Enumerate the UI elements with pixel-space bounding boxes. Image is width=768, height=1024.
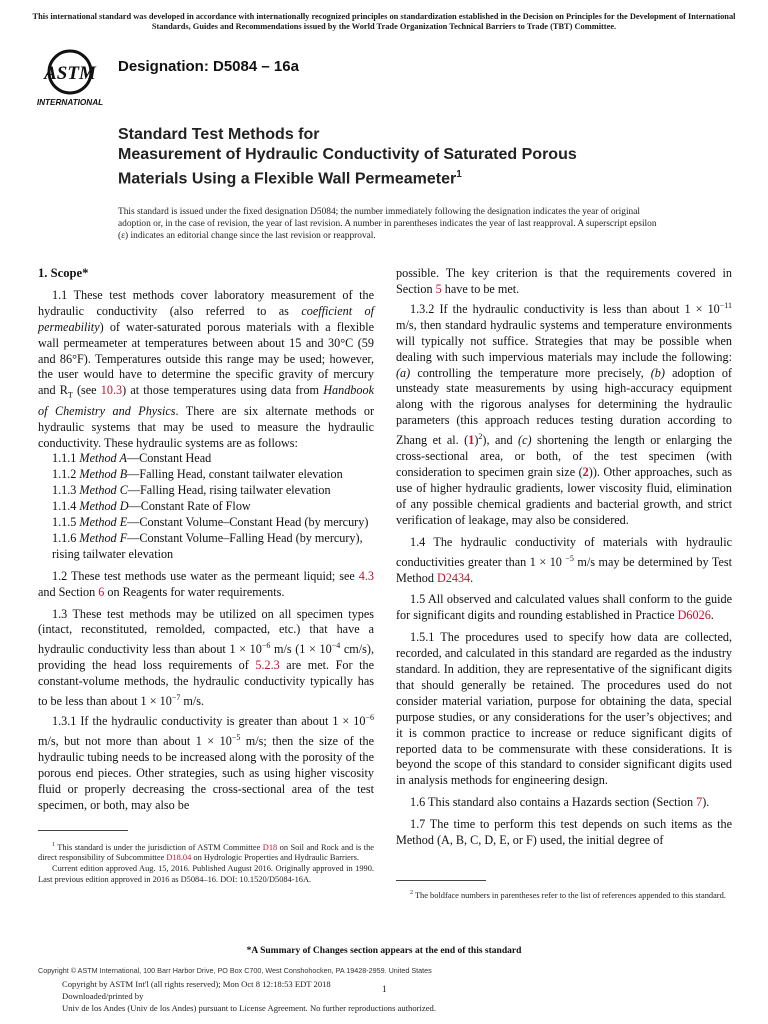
footnote-mark: 2	[410, 890, 413, 896]
issuance-notice: This standard is issued under the fixed designation D5084; the number immediately following the designation indicates the year of original adoption or, in the case of revision, the year of last revision. A number in parentheses indicates the year of last reapproval. A superscript epsilon (ε) indicates an editorial change since the last revision or reapproval.	[118, 207, 657, 241]
link-test-method-d2434[interactable]: D2434	[436, 570, 471, 585]
astm-logo-mark	[34, 48, 112, 110]
text: 1.2 These test methods use water as the permeant liquid; see	[52, 568, 359, 583]
methods-list	[38, 451, 374, 562]
method-num: 1.1.6	[52, 530, 80, 545]
method-name: Method E	[79, 515, 128, 530]
text: m/s; then the size of the hydraulic tubing needs to be increased along with the porosity of the porous end pieces. Other strategies, such as using higher viscosity fluid or properly decreasing the cross-sectional area of the test specimen, or both, may also be	[38, 734, 374, 812]
text: ), and	[482, 433, 519, 448]
text: m/s, then standard hydraulic systems and temperature environments will typically not suffice. Strategies that may be possible when dealing with such impervious materials may include the following:	[396, 317, 732, 364]
tbt-notice: This international standard was developed in accordance with internationally recognized principles on standardization established in the Decision on Principles for the Development of International Standards, Guides and Recommendations issued by the World Trade Organization Technical Barriers to Trade (TBT) Committee.	[32, 12, 736, 31]
exponent: −6	[365, 713, 374, 723]
method-item	[38, 531, 374, 563]
text: The boldface numbers in parentheses refer to the list of references appended to this standard.	[413, 890, 726, 900]
method-name: Method F	[79, 530, 128, 545]
paragraph-1-5-1: 1.5.1 The procedures used to specify how data are collected, recorded, and calculated in this standard are regarded as the industry standard. In addition, they are representative of the significant digits that should generally be retained. The procedures used do not consider material variation, purpose for obtaining the data, special purpose studies, or any considerations for the user’s objectives; and it is common practice to increase or reduce significant digits of reported data to be commensurate with these considerations. It is beyond the scope of this standard to consider significant digits used in analysis methods for engineering design.	[396, 630, 732, 788]
footnote-rule	[396, 880, 486, 881]
link-ref-4-3[interactable]: 4.3	[358, 568, 374, 583]
title-line-1: Standard Test Methods for	[118, 126, 320, 143]
exponent: −5	[565, 553, 574, 563]
paragraph-1-3	[38, 607, 374, 711]
text: on Hydrologic Properties and Hydraulic Barriers.	[191, 853, 360, 863]
paragraph-1-3-1	[38, 710, 374, 814]
title-line-3: Materials Using a Flexible Wall Permeameter	[118, 170, 457, 188]
subscript: T	[67, 390, 73, 400]
link-committee-d18[interactable]: D18	[262, 842, 278, 852]
method-num: 1.1.5	[52, 515, 80, 530]
text: )	[474, 433, 479, 448]
footnote-mark: 1	[52, 842, 55, 848]
text: ).	[702, 795, 710, 810]
text: have to be met.	[441, 281, 520, 296]
text: 1.3 These test methods may be utilized on all specimen types (intact, reconstituted, remolded, compacted, etc.) that have a hydraulic conductivity less than about 1 × 10	[38, 606, 374, 657]
text: . There are six alternate methods or hydraulic systems that may be used to measure the hydraulic conductivity. These hydraulic systems are as follows:	[38, 403, 374, 450]
astm-logo	[34, 48, 112, 110]
licence-line-3: Univ de los Andes (Univ de los Andes) pursuant to License Agreement. No further reproductions authorized.	[62, 1003, 436, 1013]
text: cm/s), providing the head loss requirements of	[38, 642, 374, 673]
section-heading-scope: 1. Scope*	[38, 266, 89, 280]
link-ref-5-2-3[interactable]: 5.2.3	[255, 658, 280, 673]
footnote-rule	[38, 830, 128, 831]
footnote-1	[38, 840, 374, 885]
licence-notice	[62, 978, 436, 1014]
svg-text:ASTM: ASTM	[44, 63, 96, 84]
method-item	[38, 499, 374, 515]
method-desc: —Falling Head, rising tailwater elevation	[127, 483, 331, 498]
paragraph-continuation	[396, 266, 732, 298]
paragraph-1-3-2	[396, 298, 732, 529]
link-subcommittee-d18-04[interactable]: D18.04	[166, 853, 192, 863]
text: )). Other approaches, such as use of higher hydraulic gradients, lower viscosity fluid, elimination of any possible chemical gradients and bacterial growth, and strict verification of leakage, may also be considered.	[396, 465, 732, 527]
text: and Section	[38, 584, 99, 599]
text: shortening the length or enlarging the cross-sectional area, or both, of the test specimen (with consideration to specimen grain size (	[396, 433, 732, 479]
text: 1.1 These test methods cover laboratory measurement of the hydraulic conductivity (also referred to as	[38, 287, 374, 318]
text: adoption of unsteady state measurements by using high-accuracy equipment along with the rigorous analyses for determining the hydraulic parameters (this approach reduces testing duration according to Zhang et al. (	[396, 365, 732, 448]
designation-label: Designation: D5084	[118, 58, 258, 75]
text: This standard is under the jurisdiction of ASTM Committee	[55, 842, 263, 852]
italic-marker: (a)	[396, 365, 411, 380]
method-num: 1.1.1	[52, 451, 80, 466]
designation	[118, 58, 299, 75]
logo-text: INTERNATIONAL	[36, 98, 104, 107]
link-ref-10-3[interactable]: 10.3	[100, 383, 123, 398]
exponent: −4	[331, 641, 341, 651]
method-desc: —Constant Volume–Constant Head (by mercury)	[127, 515, 369, 530]
text: ) of water-saturated porous materials with a flexible wall permeameter at temperatures between about 15 and 30°C (59 and 86°F). Temperatures outside this range may be used; however, the user would have to determine the specific gravity of mercury and R	[38, 319, 374, 398]
italic-marker: (b)	[650, 365, 665, 380]
paragraph-1-7: 1.7 The time to perform this test depends on such items as the Method (A, B, C, D, E, or F) used, the initial degree of	[396, 817, 732, 848]
left-column	[38, 266, 374, 814]
right-column	[396, 266, 732, 849]
italic-title: Handbook of Chemistry and Physics	[38, 383, 374, 418]
text: m/s may be determined by Test Method	[396, 554, 732, 585]
method-num: 1.1.3	[52, 483, 80, 498]
text: controlling the temperature more precisely,	[410, 365, 651, 380]
text: m/s (1 × 10	[270, 642, 332, 657]
text: ) at those temperatures using data from	[122, 383, 324, 398]
text: 1.6 This standard also contains a Hazards section (Section	[410, 795, 697, 810]
exponent: −6	[261, 641, 271, 651]
method-desc: —Falling Head, constant tailwater elevation	[127, 467, 343, 482]
exponent: −5	[231, 733, 241, 743]
exponent: −11	[719, 300, 732, 310]
method-item	[38, 483, 374, 499]
title-footnote-mark: 1	[456, 169, 462, 180]
text: on Soil and Rock and is the direct responsibility of Subcommittee	[38, 842, 374, 863]
summary-of-changes-notice: *A Summary of Changes section appears at the end of this standard	[246, 946, 522, 956]
copyright-line: Copyright © ASTM International, 100 Barr Harbor Drive, PO Box C700, West Conshohocken, PA 19428-2959. United States	[38, 966, 432, 975]
page-number: 1	[382, 984, 387, 994]
text: (see	[72, 383, 101, 398]
link-reference-1[interactable]: 1	[468, 433, 475, 448]
link-ref-section-7[interactable]: 7	[696, 795, 703, 810]
footnote-2	[396, 888, 732, 901]
edition-note: Current edition approved Aug. 15, 2016. Published August 2016. Originally approved in 1990. Last previous edition approved in 2016 as D5084–16. DOI: 10.1520/D5084-16A.	[38, 863, 374, 884]
footnote-mark: 2	[478, 432, 483, 442]
link-practice-d6026[interactable]: D6026	[677, 608, 711, 623]
method-name: Method B	[79, 467, 128, 482]
method-item	[38, 467, 374, 483]
method-num: 1.1.4	[52, 499, 80, 514]
licence-line-2: Downloaded/printed by	[62, 991, 144, 1001]
text: possible. The key criterion is that the requirements covered in Section	[396, 266, 732, 296]
text: 1.4 The hydraulic conductivity of materials with hydraulic conductivities greater than 1 × 10	[396, 534, 732, 569]
method-item	[38, 515, 374, 531]
licence-line-1: Copyright by ASTM Int'l (all rights reserved); Mon Oct 8 12:18:53 EDT 2018	[62, 979, 331, 989]
text: 1.5 All observed and calculated values shall conform to the guide for significant digits and rounding established in Practice	[396, 592, 732, 623]
text: 1.3.2 If the hydraulic conductivity is less than about 1 × 10	[410, 301, 720, 316]
text: .	[470, 570, 474, 585]
designation-year: – 16a	[257, 58, 299, 75]
text: .	[710, 608, 714, 623]
method-desc: —Constant Head	[126, 451, 212, 466]
method-name: Method C	[79, 483, 128, 498]
text: m/s.	[180, 694, 205, 709]
link-reference-2[interactable]: 2	[582, 465, 589, 479]
method-item	[38, 451, 374, 467]
exponent: −7	[171, 693, 181, 703]
paragraph-1-6	[396, 795, 732, 811]
text: are met. For the constant-volume methods, the hydraulic conductivity typically has to be less than about 1 × 10	[38, 658, 374, 709]
title-line-2: Measurement of Hydraulic Conductivity of Saturated Porous	[118, 146, 577, 163]
text: 1.3.1 If the hydraulic conductivity is greater than about 1 × 10	[52, 714, 366, 729]
method-num: 1.1.2	[52, 467, 80, 482]
method-desc: —Constant Rate of Flow	[128, 499, 251, 514]
link-ref-6[interactable]: 6	[98, 584, 105, 599]
paragraph-1-1	[38, 288, 374, 452]
paragraph-1-5	[396, 592, 732, 624]
method-name: Method D	[79, 499, 129, 514]
method-desc: —Constant Volume–Falling Head (by mercury), rising tailwater elevation	[52, 530, 363, 561]
link-ref-section-5[interactable]: 5	[435, 281, 442, 296]
document-title	[118, 125, 678, 189]
italic-marker: (c)	[518, 433, 532, 448]
method-name: Method A	[79, 451, 127, 466]
paragraph-1-2	[38, 569, 374, 601]
text: on Reagents for water requirements.	[104, 584, 285, 599]
text: m/s, but not more than about 1 × 10	[38, 734, 232, 749]
paragraph-1-4	[396, 535, 732, 587]
italic-term: coefficient of permeability	[38, 303, 374, 334]
